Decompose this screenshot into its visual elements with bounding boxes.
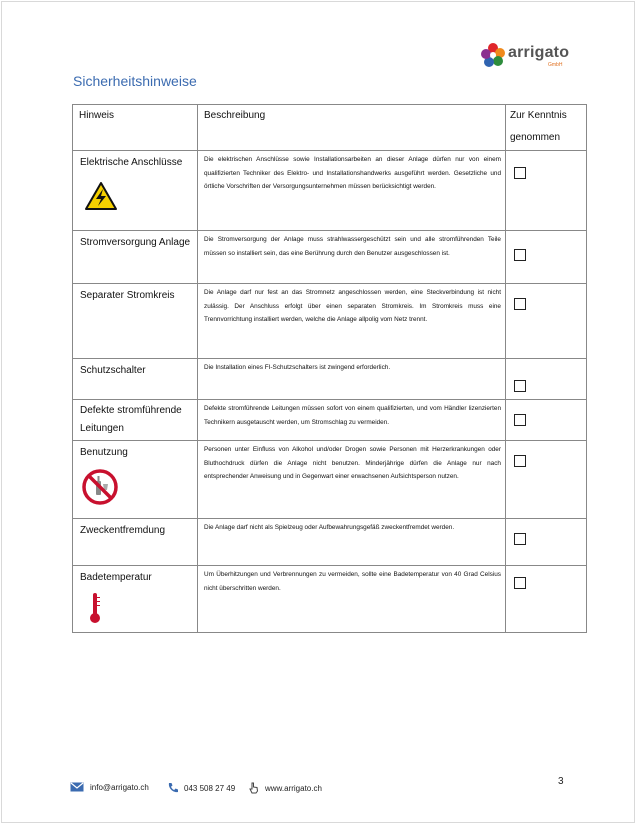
header-beschreibung: Beschreibung bbox=[198, 105, 506, 151]
acknowledge-checkbox[interactable] bbox=[514, 533, 526, 545]
logo-wordmark: arrigato bbox=[508, 44, 570, 61]
footer bbox=[70, 782, 570, 796]
row-name: Badetemperatur bbox=[80, 572, 152, 583]
row-description: Die Stromversorgung der Anlage muss strahlwassergeschützt sein und alle stromführenden Teile müssen so installiert sein, das eine Berührung durch den Benutzer ausgeschlossen ist. bbox=[198, 231, 506, 284]
arrigato-logo bbox=[478, 40, 568, 72]
acknowledge-checkbox[interactable] bbox=[514, 298, 526, 310]
row-name: Stromversorgung Anlage bbox=[73, 231, 198, 284]
table-row bbox=[73, 359, 587, 400]
acknowledge-checkbox[interactable] bbox=[514, 167, 526, 179]
mail-icon bbox=[70, 782, 84, 792]
row-check-cell bbox=[506, 359, 587, 400]
table-header-row bbox=[73, 105, 587, 151]
row-name-cell bbox=[73, 441, 198, 519]
row-name: Benutzung bbox=[80, 447, 128, 458]
table-row bbox=[73, 400, 587, 441]
row-description: Die Anlage darf nur fest an das Stromnetz angeschlossen werden, eine Steckverbindung ist nicht zulässig. Der Anschluss erfolgt über einen separaten Stromkreis. Im Stromkreis muss eine Trennvorrichtung installiert werden, welche die Anlage allpolig vom Netz trennt. bbox=[198, 284, 506, 359]
table-row bbox=[73, 284, 587, 359]
table-row bbox=[73, 231, 587, 284]
logo-subtext: GmbH bbox=[548, 62, 563, 68]
row-description: Um Überhitzungen und Verbrennungen zu vermeiden, sollte eine Badetemperatur von 40 Grad Celsius nicht überschritten werden. bbox=[198, 566, 506, 633]
acknowledge-checkbox[interactable] bbox=[514, 249, 526, 261]
table-row bbox=[73, 519, 587, 566]
header-hinweis: Hinweis bbox=[73, 105, 198, 151]
row-check-cell bbox=[506, 231, 587, 284]
row-description: Die Anlage darf nicht als Spielzeug oder Aufbewahrungsgefäß zweckentfremdet werden. bbox=[198, 519, 506, 566]
acknowledge-checkbox[interactable] bbox=[514, 414, 526, 426]
flower-logo-icon bbox=[478, 40, 508, 70]
footer-email-text: info@arrigato.ch bbox=[90, 782, 149, 792]
row-check-cell bbox=[506, 519, 587, 566]
row-name-cell bbox=[73, 151, 198, 231]
acknowledge-checkbox[interactable] bbox=[514, 380, 526, 392]
phone-icon bbox=[167, 782, 179, 794]
footer-web[interactable] bbox=[248, 782, 322, 794]
acknowledge-checkbox[interactable] bbox=[514, 455, 526, 467]
thermometer-icon bbox=[88, 592, 195, 632]
high-voltage-warning-icon bbox=[84, 181, 195, 219]
table-row bbox=[73, 441, 587, 519]
acknowledge-checkbox[interactable] bbox=[514, 577, 526, 589]
row-name: Zweckentfremdung bbox=[73, 519, 198, 566]
table-row bbox=[73, 566, 587, 633]
pointer-hand-icon bbox=[248, 782, 260, 794]
row-check-cell bbox=[506, 151, 587, 231]
footer-phone[interactable] bbox=[167, 782, 235, 794]
row-name: Defekte stromführende Leitungen bbox=[73, 400, 198, 441]
row-description: Defekte stromführende Leitungen müssen sofort von einem qualifizierten, und vom Händler lizenzierten Technikern ausgetauscht werden, um Stromschlag zu vermeiden. bbox=[198, 400, 506, 441]
row-check-cell bbox=[506, 400, 587, 441]
row-description: Die elektrischen Anschlüsse sowie Installationsarbeiten an dieser Anlage dürfen nur von einem qualifizierten Techniker des Elektro- und Installationshandwerks ausgeführt werden. Gesetzliche und örtliche Vorschriften der Versorgungsunternehmen müssen berücksichtigt werden. bbox=[198, 151, 506, 231]
page-title: Sicherheitshinweise bbox=[73, 73, 197, 89]
row-check-cell bbox=[506, 284, 587, 359]
table-row bbox=[73, 151, 587, 231]
row-name-cell bbox=[73, 566, 198, 633]
row-name: Schutzschalter bbox=[73, 359, 198, 400]
no-alcohol-icon bbox=[82, 469, 195, 513]
footer-email[interactable] bbox=[70, 782, 149, 792]
row-description: Personen unter Einfluss von Alkohol und/oder Drogen sowie Personen mit Herzerkrankungen oder Bluthochdruck dürfen die Anlage nicht benutzen. Minderjährige dürfen die Anlage nur nach entsprechender Anweisung und in Gegenwart einer erwachsenen Aufsichtsperson nutzen. bbox=[198, 441, 506, 519]
row-description: Die Installation eines FI-Schutzschalters ist zwingend erforderlich. bbox=[198, 359, 506, 400]
footer-phone-text: 043 508 27 49 bbox=[184, 783, 236, 793]
row-name: Elektrische Anschlüsse bbox=[80, 157, 183, 168]
page-number: 3 bbox=[558, 776, 564, 787]
safety-table bbox=[72, 104, 587, 633]
row-check-cell bbox=[506, 441, 587, 519]
header-kenntnis: Zur Kenntnis genommen bbox=[506, 105, 587, 151]
footer-web-text: www.arrigato.ch bbox=[265, 783, 322, 793]
row-name: Separater Stromkreis bbox=[73, 284, 198, 359]
row-check-cell bbox=[506, 566, 587, 633]
